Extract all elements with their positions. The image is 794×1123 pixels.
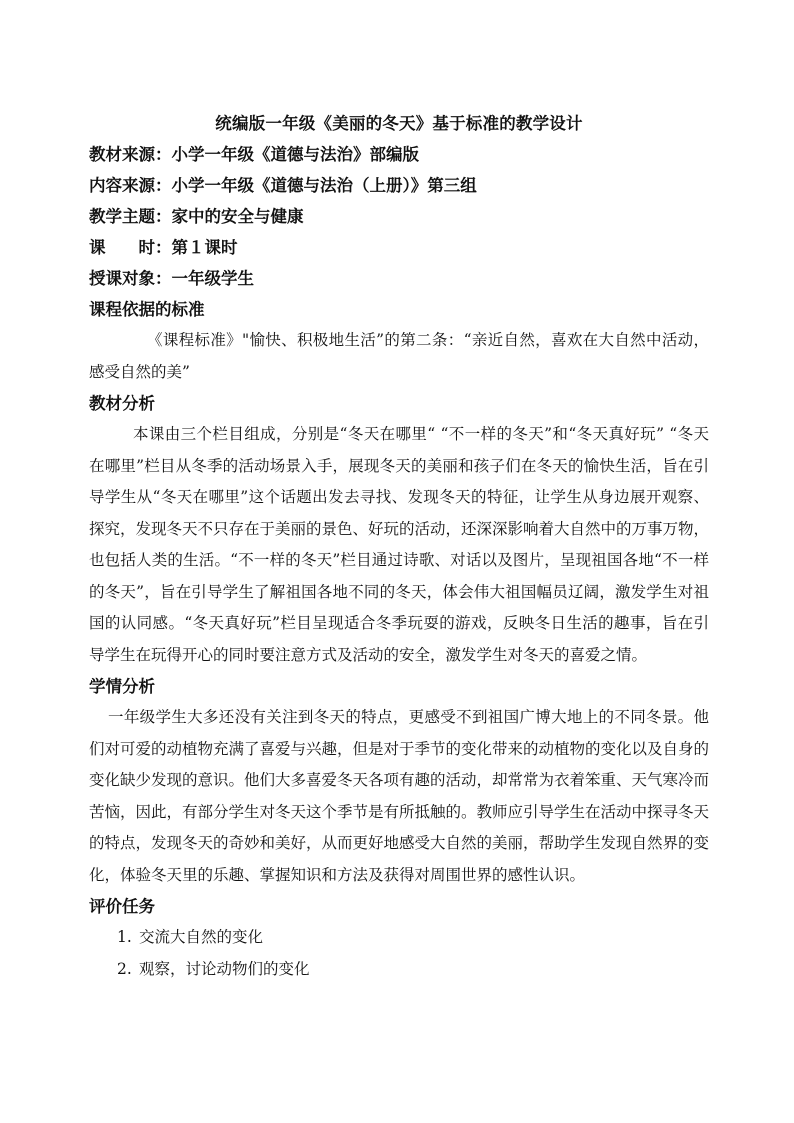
meta-value: 一年级学生: [171, 269, 254, 288]
meta-audience: [89, 263, 709, 294]
meta-content-source: [89, 170, 709, 201]
meta-class-hours: [89, 232, 709, 263]
section-heading-tasks: 评价任务: [89, 897, 155, 916]
meta-textbook-source: [89, 139, 709, 170]
section-heading-standard: 课程依据的标准: [89, 300, 205, 319]
meta-label: 内容来源：: [89, 176, 172, 195]
meta-value: ：第１课时: [155, 238, 238, 257]
section-heading-students: 学情分析: [89, 677, 155, 696]
meta-teaching-theme: [89, 201, 709, 232]
document-page: [89, 108, 709, 985]
meta-label: 教学主题：: [89, 207, 172, 226]
list-item: [89, 922, 709, 954]
section-text-standard: 《课程标准》"愉快、积极地生活”的第二条：“亲近自然，喜欢在大自然中活动，感受自然的美”: [89, 331, 709, 381]
list-item: [89, 954, 709, 986]
meta-value: 小学一年级《道德与法治（上册）》第三组: [171, 176, 477, 195]
meta-label: 教材来源：: [89, 145, 172, 164]
section-text-textbook: 本课由三个栏目组成，分别是“冬天在哪里“ “不一样的冬天”和“冬天真好玩” “冬天在哪里”栏目从冬季的活动场景入手，展现冬天的美丽和孩子们在冬天的愉快生活，旨在引导学生从“冬天在哪里”这个话题出发去寻找、发现冬天的特征，让学生从身边展开观察、探究，发现冬天不只存在于美丽的景色、好玩的活动，还深深影响着大自然中的万事万物，也包括人类的生活。“不一样的冬天”栏目通过诗歌、对话以及图片，呈现祖国各地“不一样的冬天”，旨在引导学生了解祖国各地不同的冬天，体会伟大祖国幅员辽阔，激发学生对祖国的认同感。“冬天真好玩”栏目呈现适合冬季玩耍的游戏，反映冬日生活的趣事，旨在引导学生在玩得开心的同时要注意方式及活动的安全，激发学生对冬天的喜爱之情。: [89, 425, 710, 664]
document-title: 统编版一年级《美丽的冬天》基于标准的教学设计: [215, 114, 583, 133]
list-item-number: 2.: [117, 959, 132, 978]
list-item-text: 交流大自然的变化: [139, 928, 264, 946]
meta-value: 家中的安全与健康: [171, 207, 304, 226]
list-item-text: 观察，讨论动物们的变化: [139, 959, 310, 978]
meta-value: 小学一年级《道德与法治》部编版: [171, 145, 419, 164]
list-item-number: 1.: [117, 928, 132, 946]
section-heading-textbook: 教材分析: [89, 394, 155, 413]
meta-label: 授课对象：: [89, 269, 172, 288]
meta-label: 课时: [89, 238, 155, 257]
task-list: [89, 922, 709, 985]
section-text-students: 一年级学生大多还没有关注到冬天的特点，更感受不到祖国广博大地上的不同冬景。他们对可爱的动植物充满了喜爱与兴趣，但是对于季节的变化带来的动植物的变化以及自身的变化缺少发现的意识。他们大多喜爱冬天各项有趣的活动，却常常为衣着笨重、天气寒冷而苦恼，因此，有部分学生对冬天这个季节是有所抵触的。教师应引导学生在活动中探寻冬天的特点，发现冬天的奇妙和美好，从而更好地感受大自然的美丽，帮助学生发现自然界的变化，体验冬天里的乐趣、掌握知识和方法及获得对周围世界的感性认识。: [89, 708, 710, 884]
